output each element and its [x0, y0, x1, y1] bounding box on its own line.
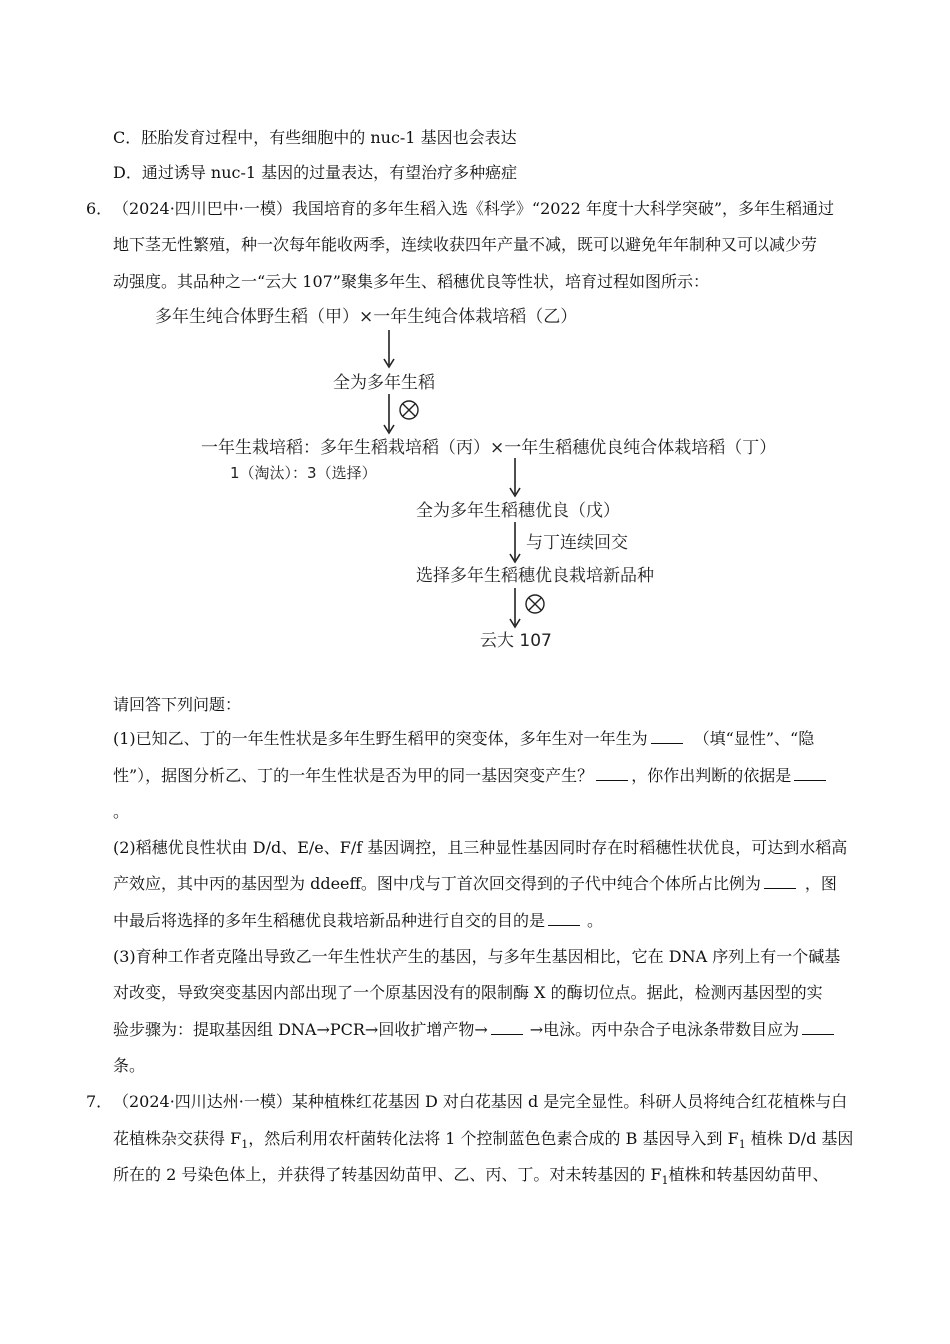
- diagram-wu: 全为多年生稻穗优良（戊）: [416, 501, 620, 521]
- diagram-ratio: 1（淘汰）：3（选择）: [230, 464, 377, 482]
- q6-part3-line1: (3)育种工作者克隆出导致乙一年生性状产生的基因，与多年生基因相比，它在 DNA 序列上有一个碱基: [113, 947, 841, 966]
- diagram-backcross-label: 与丁连续回交: [526, 533, 628, 553]
- q7-stem-line-1: （2024·四川达州·一模）某种植株红花基因 D 对白花基因 d 是完全显性。科研人员将纯合红花植株与白: [113, 1092, 848, 1111]
- question-6-number: 6．: [86, 199, 113, 218]
- q6-stem-line-2: 地下茎无性繁殖，种一次每年能收两季，连续收获四年产量不减，既可以避免年年制种又可以减少劳: [113, 235, 818, 254]
- answer-blank-7[interactable]: [802, 1020, 834, 1035]
- q6-part3-line3: 验步骤为：提取基因组 DNA→PCR→回收扩增产物→ →电泳。丙中杂合子电泳条带数目应为: [113, 1019, 837, 1041]
- q6-part3-line4: 条。: [113, 1056, 146, 1075]
- q6-stem-line-1: （2024·四川巴中·一模）我国培育的多年生稻入选《科学》“2022 年度十大科学突破”，多年生稻通过: [113, 199, 835, 218]
- answer-blank-2[interactable]: [596, 766, 628, 781]
- option-c: C．胚胎发育过程中，有些细胞中的 nuc-1 基因也会表达: [113, 128, 517, 147]
- q6-part2-line3: 中最后将选择的多年生稻穗优良栽培新品种进行自交的目的是 。: [113, 911, 604, 930]
- answer-blank-5[interactable]: [548, 911, 580, 926]
- diagram-parents-cross: 多年生纯合体野生稻（甲）×一年生纯合体栽培稻（乙）: [155, 307, 578, 327]
- q7-stem-line-3: 所在的 2 号染色体上，并获得了转基因幼苗甲、乙、丙、丁。对未转基因的 $F_1$植株和转基因幼苗甲、: [113, 1165, 829, 1188]
- diagram-f1: 全为多年生稻: [333, 373, 435, 393]
- answer-blank-3[interactable]: [794, 766, 826, 781]
- q7-stem-line-2: 花植株杂交获得 $F_1$，然后利用农杆菌转化法将 1 个控制蓝色色素合成的 B 基因导入到 $F_1$ 植株 D/d 基因: [113, 1129, 854, 1152]
- question-7-number: 7．: [86, 1092, 113, 1111]
- answer-blank-4[interactable]: [764, 874, 796, 889]
- q6-part2-line1: (2)稻穗优良性状由 D/d、E/e、F/f 基因调控，且三种显性基因同时存在时稻穗性状优良，可达到水稻高: [113, 838, 848, 857]
- diagram-selection: 选择多年生稻穗优良栽培新品种: [416, 566, 654, 586]
- answer-blank-1[interactable]: [651, 729, 683, 744]
- q6-part1-line3: 。: [113, 802, 130, 821]
- q6-part1-line2: 性”），据图分析乙、丁的一年生性状是否为甲的同一基因突变产生？ ，你作出判断的依据是: [113, 765, 829, 787]
- q6-part3-line2: 对改变，导致突变基因内部出现了一个原基因没有的限制酶 X 的酶切位点。据此，检测丙基因型的实: [113, 983, 823, 1002]
- q6-stem-line-3: 动强度。其品种之一“云大 107”聚集多年生、稻穗优良等性状，培育过程如图所示：: [113, 272, 709, 291]
- diagram-yunda107: 云大 107: [480, 631, 552, 651]
- diagram-f2-cross: 一年生栽培稻：多年生稻栽培稻（丙）×一年生稻穗优良纯合体栽培稻（丁）: [201, 438, 777, 458]
- answer-blank-6[interactable]: [491, 1020, 523, 1035]
- q6-part2-line2: 产效应，其中丙的基因型为 ddeeff。图中戊与丁首次回交得到的子代中纯合个体所占比例为 ，图: [113, 874, 837, 893]
- selfing-symbol-1: [400, 401, 418, 419]
- selfing-symbol-2: [526, 595, 544, 613]
- q6-prompt: 请回答下列问题：: [113, 695, 242, 714]
- option-d: D．通过诱导 nuc-1 基因的过量表达，有望治疗多种癌症: [113, 163, 518, 182]
- q6-part1-line1: (1)已知乙、丁的一年生性状是多年生野生稻甲的突变体，多年生对一年生为 （填“显性”、“隐: [113, 729, 815, 748]
